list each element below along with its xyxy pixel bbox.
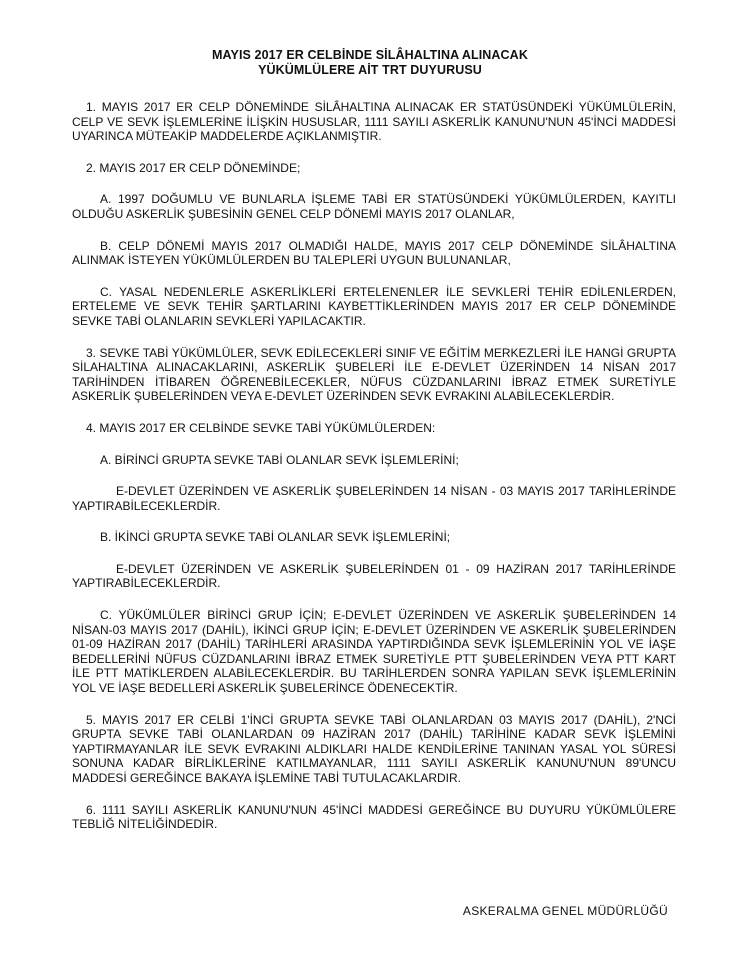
- paragraph-2c: C. YASAL NEDENLERLE ASKERLİKLERİ ERTELENENLER İLE SEVKLERİ TEHİR EDİLENLERDEN, ERTELEME VE SEVK TEHİR ŞARTLARINI KAYBETTİKLERİNDEN MAYIS 2017 ER CELP DÖNEMİNDE SEVKE TABİ OLANLARIN SEVKLERİ YAPILACAKTIR.: [72, 284, 676, 328]
- paragraph-4a: A. BİRİNCİ GRUPTA SEVKE TABİ OLANLAR SEVK İŞLEMLERİNİ;: [100, 452, 459, 467]
- paragraph-4: 4. MAYIS 2017 ER CELBİNDE SEVKE TABİ YÜKÜMLÜLERDEN:: [86, 420, 436, 435]
- document-title: [64, 48, 676, 78]
- paragraph-4b-detail: E-DEVLET ÜZERİNDEN VE ASKERLİK ŞUBELERİNDEN 01 - 09 HAZİRAN 2017 TARİHLERİNDE YAPTIRABİLECEKLERDİR.: [72, 561, 676, 591]
- title-line-2: YÜKÜMLÜLERE AİT TRT DUYURUSU: [258, 63, 482, 77]
- signature: ASKERALMA GENEL MÜDÜRLÜĞÜ: [462, 904, 668, 918]
- document-body: [72, 100, 676, 832]
- paragraph-3: 3. SEVKE TABİ YÜKÜMLÜLER, SEVK EDİLECEKLERİ SINIF VE EĞİTİM MERKEZLERİ İLE HANGİ GRUPTA SİLAHALTINA ALINACAKLARINI, ASKERLİK ŞUBELERİ İLE E-DEVLET ÜZERİNDEN 14 NİSAN 2017 TARİHİNDEN İTİBAREN ÖĞRENEBİLECEKLER, NÜFUS CÜZDANLARINI İBRAZ ETMEK SURETİYLE ASKERLİK ŞUBELERİNDEN VEYA E-DEVLET ÜZERİNDEN SEVK EVRAKINI ALABİLECEKLERDİR.: [72, 345, 676, 404]
- paragraph-4a-detail: E-DEVLET ÜZERİNDEN VE ASKERLİK ŞUBELERİNDEN 14 NİSAN - 03 MAYIS 2017 TARİHLERİNDE YAPTIRABİLECEKLERDİR.: [72, 484, 676, 513]
- paragraph-5: 5. MAYIS 2017 ER CELBİ 1'İNCİ GRUPTA SEVKE TABİ OLANLARDAN 03 MAYIS 2017 (DAHİL), 2'NCİ GRUPTA SEVKE TABİ OLANLARDAN 09 HAZİRAN 2017 (DAHİL) TARİHİNE KADAR SEVK İŞLEMİNİ YAPTIRMAYANLAR İLE SEVK EVRAKINI ALDIKLARI HALDE KENDİLERİNE TANINAN YASAL YOL SÜRESİ SONUNA KADAR BİRLİKLERİNE KATILMAYANLAR, 1111 SAYILI ASKERLİK KANUNU'NUN 89'UNCU MADDESİ GEREĞİNCE BAKAYA İŞLEMİNE TABİ TUTULACAKLARDIR.: [72, 712, 676, 785]
- paragraph-2: 2. MAYIS 2017 ER CELP DÖNEMİNDE;: [86, 160, 301, 175]
- title-line-1: MAYIS 2017 ER CELBİNDE SİLÂHALTINA ALINACAK: [212, 48, 528, 62]
- paragraph-4c: C. YÜKÜMLÜLER BİRİNCİ GRUP İÇİN; E-DEVLET ÜZERİNDEN VE ASKERLİK ŞUBELERİNDEN 14 NİSAN-03 MAYIS 2017 (DAHİL), İKİNCİ GRUP İÇİN; E-DEVLET ÜZERİNDEN VE ASKERLİK ŞUBELERİNDEN 01-09 HAZİRAN 2017 (DAHİL) TARİHLERİ ARASINDA YAPTIRDIĞINDA SEVK İŞLEMLERİNİN YOL VE İAŞE BEDELLERİNİ NÜFUS CÜZDANLARINI İBRAZ ETMEK SURETİYLE PTT ŞUBELERİNDEN VEYA PTT KART İLE PTT MATİKLERDEN ALABİLECEKLERDİR. BU TARİHLERDEN SONRA YAPILAN SEVK İŞLEMLERİNİN YOL VE İAŞE BEDELLERİ ASKERLİK ŞUBELERİNCE ÖDENECEKTİR.: [72, 608, 676, 696]
- paragraph-2b: B. CELP DÖNEMİ MAYIS 2017 OLMADIĞI HALDE, MAYIS 2017 CELP DÖNEMİNDE SİLÂHALTINA ALINMAK İSTEYEN YÜKÜMLÜLERDEN BU TALEPLERİ UYGUN BULUNANLAR,: [72, 238, 676, 268]
- paragraph-6: 6. 1111 SAYILI ASKERLİK KANUNU'NUN 45'İNCİ MADDESİ GEREĞİNCE BU DUYURU YÜKÜMLÜLERE TEBLİĞ NİTELİĞİNDEDİR.: [72, 802, 676, 832]
- paragraph-1: 1. MAYIS 2017 ER CELP DÖNEMİNDE SİLÂHALTINA ALINACAK ER STATÜSÜNDEKİ YÜKÜMLÜLERİN, CELP VE SEVK İŞLEMLERİNE İLİŞKİN HUSUSLAR, 1111 SAYILI ASKERLİK KANUNU'NUN 45'İNCİ MADDESİ UYARINCA MÜTEAKİP MADDELERDE AÇIKLANMIŞTIR.: [72, 100, 676, 144]
- paragraph-4b: B. İKİNCİ GRUPTA SEVKE TABİ OLANLAR SEVK İŞLEMLERİNİ;: [100, 530, 451, 545]
- paragraph-2a: A. 1997 DOĞUMLU VE BUNLARLA İŞLEME TABİ ER STATÜSÜNDEKİ YÜKÜMLÜLERDEN, KAYITLI OLDUĞU ASKERLİK ŞUBESİNİN GENEL CELP DÖNEMİ MAYIS 2017 OLANLAR,: [72, 192, 676, 221]
